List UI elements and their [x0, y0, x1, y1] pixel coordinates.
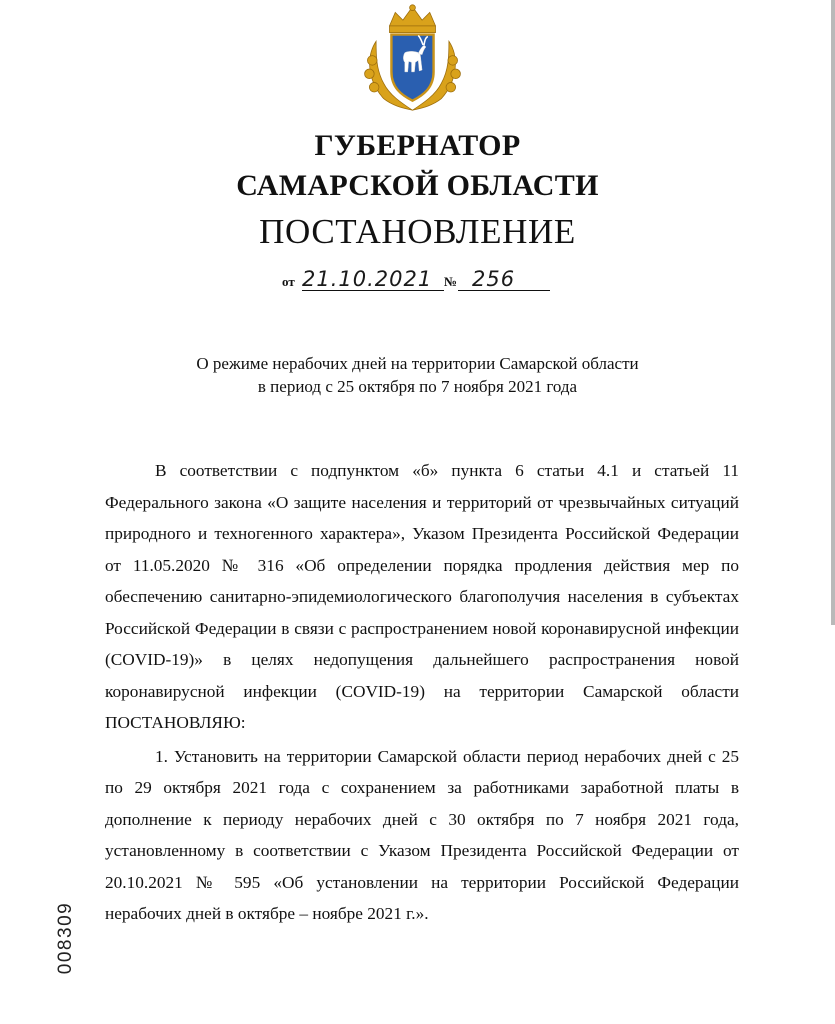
number-label: №	[444, 274, 458, 289]
preamble-paragraph	[105, 455, 739, 739]
coat-of-arms-icon	[355, 2, 470, 114]
date-label: от	[282, 274, 295, 289]
document-type-title: ПОСТАНОВЛЕНИЕ	[259, 212, 576, 251]
authority-line-2: САМАРСКОЙ ОБЛАСТИ	[236, 169, 599, 202]
issuing-authority	[0, 126, 835, 206]
subject-line-1: О режиме нерабочих дней на территории Самарской области	[196, 354, 639, 373]
preamble-text: В соответствии с подпунктом «б» пункта 6 статьи 4.1 и статьей 11 Федерального закона «О защите населения и территорий от чрезвычайных ситуаций природного и техногенного характера», Указом Президента Российской Федерации от 11.05.2020 № 316 «Об определении порядка продления действия мер по обеспечению санитарно-эпидемиологического благополучия населения в субъектах Российской Федерации в связи с распространением новой коронавирусной инфекции (COVID-19)» в целях недопущения дальнейшего распространения новой коронавирусной инфекции (COVID-19) на территории Самарской области	[105, 461, 739, 701]
date-number-line	[278, 266, 558, 296]
resolve-word: ПОСТАНОВЛЯЮ:	[105, 713, 246, 732]
item-1-paragraph: 1. Установить на территории Самарской области период нерабочих дней с 25 по 29 октября 2021 года с сохранением за работниками заработной платы в дополнение к периоду нерабочих дней с 30 октября по 7 ноября 2021 года, установленному в соответствии с Указом Президента Российской Федерации от 20.10.2021 № 595 «Об установлении на территории Российской Федерации нерабочих дней в октябре – ноябре 2021 г.».	[105, 746, 739, 923]
handwritten-date: 21.10.2021	[302, 268, 444, 291]
handwritten-number: 256	[458, 268, 550, 291]
authority-line-1: ГУБЕРНАТОР	[314, 129, 521, 162]
document-body	[105, 455, 739, 930]
subject-line-2: в период с 25 октября по 7 ноября 2021 года	[257, 377, 578, 396]
page-edge-shadow	[831, 0, 835, 625]
document-subject	[0, 352, 835, 398]
margin-serial-number: 008309	[55, 901, 76, 975]
